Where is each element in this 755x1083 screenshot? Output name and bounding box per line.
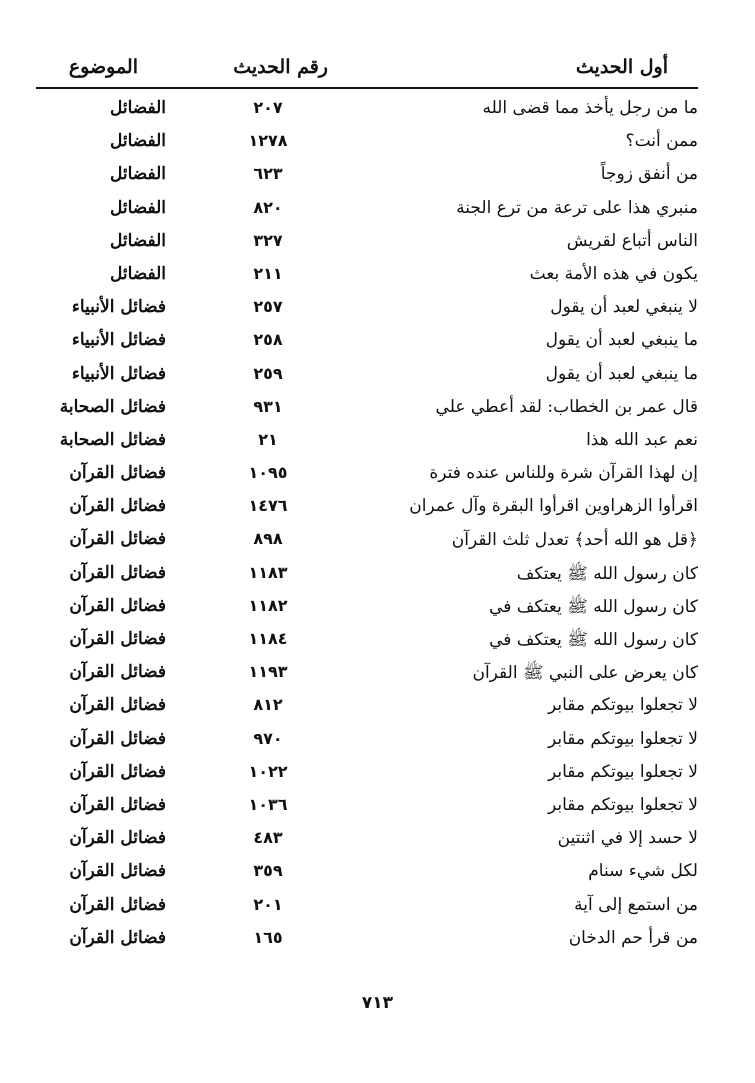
hadith-topic: فضائل القرآن [69,562,166,583]
hadith-number: ١١٨٤ [248,629,288,648]
hadith-number: ٣٢٧ [253,230,283,250]
hadith-topic: الفضائل [109,230,166,251]
hadith-topic: فضائل الصحابة [59,429,166,450]
hadith-topic: فضائل القرآن [69,662,166,683]
page-number: ٧١٣ [361,993,394,1013]
table-row [36,523,698,556]
hadith-start-text: لا تجعلوا بيوتكم مقابر [547,695,698,716]
table-row [36,922,698,955]
hadith-topic: فضائل القرآن [69,894,166,915]
hadith-number: ٨٩٨ [253,529,283,549]
table-row [36,457,698,490]
hadith-number: ٣٥٩ [253,861,283,881]
table-row [36,756,698,789]
table-row [36,192,698,225]
hadith-number: ٢٠٧ [253,98,283,117]
table-row [36,689,698,722]
hadith-number: ١٠٩٥ [248,463,288,483]
hadith-number: ٢١١ [253,263,283,283]
hadith-start-text: ما ينبغي لعبد أن يقول [545,363,698,384]
table-row [36,424,698,457]
hadith-number: ٦٢٣ [253,164,283,184]
table-row [36,158,698,191]
hadith-number: ٨٢٠ [253,197,283,217]
hadith-topic: فضائل الأنبياء [71,297,166,318]
hadith-topic: الفضائل [109,164,166,185]
table-row [36,789,698,822]
hadith-start-text: كان رسول الله ﷺ يعتكف [516,563,698,584]
hadith-number: ٤٨٣ [253,828,283,848]
hadith-start-text: كان رسول الله ﷺ يعتكف في [489,596,698,617]
hadith-number: ٩٣١ [253,396,283,416]
table-row [36,324,698,357]
hadith-start-text: من استمع إلى آية [574,894,698,915]
hadith-number: ٢٥٩ [253,363,283,383]
table-row [36,258,698,291]
hadith-topic: فضائل القرآن [69,629,166,649]
table-row [36,391,698,424]
hadith-topic: فضائل القرآن [69,728,166,749]
hadith-topic: الفضائل [109,263,166,284]
table-row [36,490,698,523]
hadith-start-text: إن لهذا القرآن شرة وللناس عنده فترة [429,463,698,484]
hadith-topic: فضائل الأنبياء [71,330,166,351]
hadith-start-text: لكل شيء سنام [588,861,698,882]
hadith-start-text: لا تجعلوا بيوتكم مقابر [547,728,698,749]
header-divider [36,87,698,89]
table-row [36,822,698,855]
hadith-topic: فضائل القرآن [69,861,166,882]
hadith-start-text: لا ينبغي لعبد أن يقول [550,297,698,318]
hadith-number: ١٦٥ [253,927,283,947]
hadith-start-text: من قرأ حم الدخان [568,927,698,948]
table-row [36,723,698,756]
hadith-number: ٢٠١ [253,894,283,914]
index-table-body [36,92,698,955]
header-hadith-number: رقم الحديث [233,56,328,78]
hadith-start-text: كان رسول الله ﷺ يعتكف في [489,630,698,650]
hadith-number: ١١٨٣ [248,562,288,582]
hadith-topic: الفضائل [109,197,166,218]
hadith-start-text: نعم عبد الله هذا [586,429,698,450]
hadith-topic: فضائل القرآن [69,761,166,782]
hadith-topic: فضائل القرآن [69,463,166,484]
table-row [36,855,698,888]
hadith-number: ٢٥٨ [253,330,283,350]
hadith-start-text: الناس أتباع لقريش [566,230,698,251]
table-row [36,225,698,258]
hadith-start-text: ﴿قل هو الله أحد﴾ تعدل ثلث القرآن [451,530,698,551]
table-row [36,889,698,922]
table-row [36,125,698,158]
hadith-topic: فضائل القرآن [69,927,166,948]
table-row [36,92,698,125]
hadith-number: ١٢٧٨ [248,131,288,151]
hadith-start-text: من أنفق زوجاً [600,164,698,185]
hadith-start-text: يكون في هذه الأمة بعث [529,263,698,284]
hadith-topic: فضائل القرآن [69,794,166,815]
hadith-start-text: لا حسد إلا في اثنتين [557,828,698,849]
hadith-topic: فضائل القرآن [69,529,166,550]
table-row [36,656,698,689]
hadith-start-text: لا تجعلوا بيوتكم مقابر [547,761,698,782]
table-header [36,52,698,84]
hadith-topic: الفضائل [109,131,166,152]
hadith-start-text: ما ينبغي لعبد أن يقول [545,330,698,351]
table-row [36,358,698,391]
hadith-number: ١٤٧٦ [248,496,288,516]
hadith-start-text: اقرأوا الزهراوين اقرأوا البقرة وآل عمران [409,496,698,517]
hadith-topic: الفضائل [109,98,166,118]
hadith-topic: فضائل القرآن [69,595,166,616]
header-topic: الموضوع [68,56,138,78]
hadith-start-text: ما من رجل يأخذ مما قضى الله [482,98,698,118]
hadith-number: ٩٧٠ [253,728,283,748]
table-row [36,291,698,324]
hadith-start-text: قال عمر بن الخطاب: لقد أعطي علي [435,396,698,417]
hadith-start-text: منبري هذا على ترعة من ترع الجنة [456,197,698,218]
hadith-number: ١٠٢٢ [248,761,288,781]
hadith-start-text: لا تجعلوا بيوتكم مقابر [547,794,698,815]
hadith-number: ١١٨٢ [248,595,288,615]
hadith-number: ١١٩٣ [248,662,288,682]
table-row [36,623,698,656]
hadith-number: ٢١ [258,429,278,449]
hadith-number: ٨١٢ [253,695,283,715]
hadith-topic: فضائل القرآن [69,695,166,716]
hadith-topic: فضائل الصحابة [59,396,166,417]
hadith-topic: فضائل القرآن [69,828,166,849]
hadith-topic: فضائل القرآن [69,496,166,517]
table-row [36,590,698,623]
hadith-topic: فضائل الأنبياء [71,363,166,384]
hadith-number: ١٠٣٦ [248,794,288,814]
table-row [36,557,698,590]
hadith-start-text: كان يعرض على النبي ﷺ القرآن [472,663,698,684]
hadith-number: ٢٥٧ [253,297,283,317]
header-hadith-start: أول الحديث [575,56,668,78]
hadith-start-text: ممن أنت؟ [625,131,698,152]
